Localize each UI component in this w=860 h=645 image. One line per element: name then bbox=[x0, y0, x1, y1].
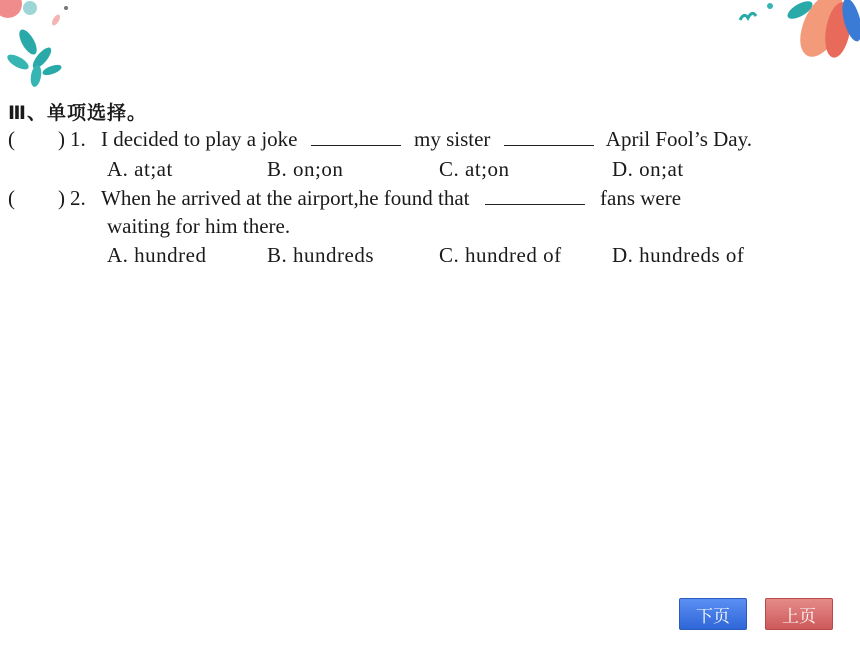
question-2 bbox=[70, 186, 681, 211]
question-text: I decided to play a joke bbox=[101, 127, 298, 151]
question-text: my sister bbox=[414, 127, 491, 151]
answer-blank bbox=[311, 127, 401, 146]
floral-decoration-top-right bbox=[730, 0, 860, 75]
question-1 bbox=[70, 127, 752, 152]
option-b: B. on;on bbox=[267, 157, 344, 181]
answer-paren-close-2: ) bbox=[58, 186, 65, 210]
option-a: A. hundred bbox=[107, 243, 207, 267]
next-page-button[interactable]: 下页 bbox=[679, 598, 747, 630]
question-number: 2. bbox=[70, 186, 86, 210]
answer-blank bbox=[504, 127, 594, 146]
answer-blank bbox=[485, 186, 585, 205]
section-title: Ⅲ、单项选择。 bbox=[8, 102, 147, 124]
option-a: A. at;at bbox=[107, 157, 173, 181]
question-text: When he arrived at the airport,he found that bbox=[101, 186, 470, 210]
floral-decoration-top-left bbox=[0, 0, 90, 95]
previous-page-button[interactable]: 上页 bbox=[765, 598, 833, 630]
question-number: 1. bbox=[70, 127, 86, 151]
option-d: D. hundreds of bbox=[612, 243, 745, 267]
option-b: B. hundreds bbox=[267, 243, 374, 267]
answer-paren-close-1: ) bbox=[58, 127, 65, 151]
option-d: D. on;at bbox=[612, 157, 684, 181]
question-text: April Fool’s Day. bbox=[605, 127, 753, 151]
answer-paren-open-1: ( bbox=[8, 127, 15, 151]
option-c: C. hundred of bbox=[439, 243, 562, 267]
option-c: C. at;on bbox=[439, 157, 510, 181]
question-text: fans were bbox=[600, 186, 682, 210]
question-2-continuation: waiting for him there. bbox=[107, 214, 291, 238]
answer-paren-open-2: ( bbox=[8, 186, 15, 210]
